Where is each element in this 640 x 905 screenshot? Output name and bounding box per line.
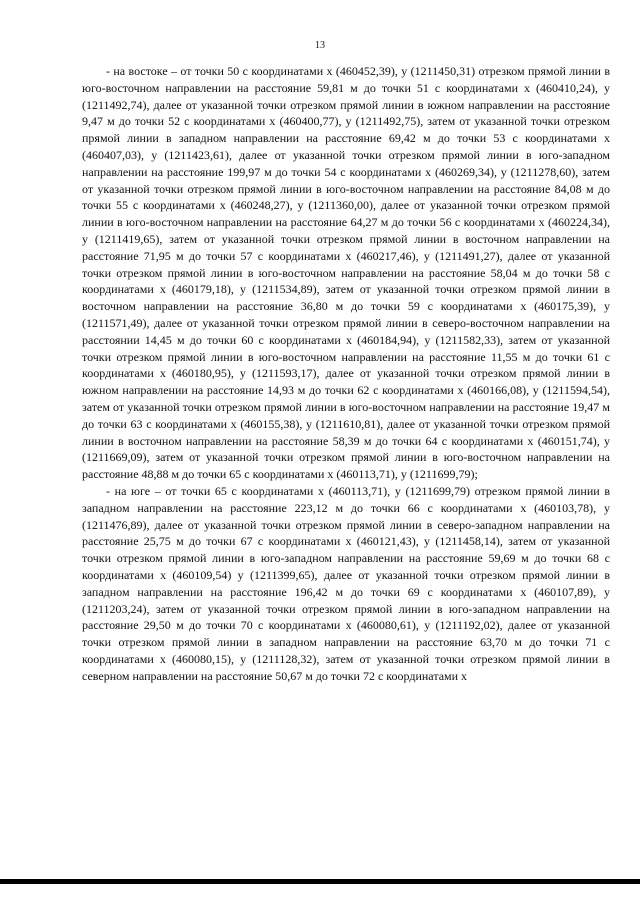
footer-rule <box>0 879 640 884</box>
paragraph-east-boundary: - на востоке – от точки 50 с координатами х (460452,39), у (1211450,31) отрезком прямой линии в юго-восточном направлении на расстояние 59,81 м до точки 51 с координатами х (460410,24), у (1211492,74), далее от указанной точки отрезком прямой линии в южном направлении на расстояние 9,47 м до точки 52 с координатами х (460400,77), у (1211492,75), затем от указанной точки отрезком прямой линии в западном направлении на расстояние 69,42 м до точки 53 с координатами х (460407,03), у (1211423,61), далее от указанной точки отрезком прямой линии в юго-западном направлении на расстояние 199,97 м до точки 54 с координатами х (460269,34), у (1211278,60), затем от указанной точки отрезком прямой линии в юго-восточном направлении на расстояние 84,08 м до точки 55 с координатами х (460248,27), у (1211360,00), далее от указанной точки отрезком прямой линии в юго-восточном направлении на расстояние 64,27 м до точки 56 с координатами х (460224,34), у (1211419,65), затем от указанной точки отрезком прямой линии в восточном направлении на расстояние 71,95 м до точки 57 с координатами х (460217,46), у (1211491,27), далее от указанной точки отрезком прямой линии в юго-восточном направлении на расстояние 58,04 м до точки 58 с координатами х (460179,18), у (1211534,89), затем от указанной точки отрезком прямой линии в восточном направлении на расстояние 36,80 м до точки 59 с координатами х (460175,39), у (1211571,49), далее от указанной точки отрезком прямой линии в северо-восточном направлении на расстоянии 14,45 м до точки 60 с координатами х (460184,94), у (1211582,33), затем от указанной точки отрезком прямой линии в юго-восточном направлении на расстояние 11,55 м до точки 61 с координатами х (460180,95), у (1211593,17), далее от указанной точки отрезком прямой линии в южном направлении на расстояние 14,93 м до точки 62 с координатами х (460166,08), у (1211594,54), затем от указанной точки отрезком прямой линии в юго-восточном направлении на расстояние 19,47 м до точки 63 с координатами х (460155,38), у (1211610,81), далее от указанной точки отрезком прямой линии в восточном направлении на расстояние 58,39 м до точки 64 с координатами х (460151,74), у (1211669,09), затем от указанной точки отрезком прямой линии в юго-восточном направлении на расстояние 48,88 м до точки 65 с координатами х (460113,71), у (1211699,79); <box>82 64 610 482</box>
paragraph-south-boundary: - на юге – от точки 65 с координатами х (460113,71), у (1211699,79) отрезком прямой линии в западном направлении на расстояние 223,12 м до точки 66 с координатами х (460103,78), у (1211476,89), далее от указанной точки отрезком прямой линии в северо-западном направлении на расстояние 25,75 м до точки 67 с координатами х (460121,43), у (1211458,14), затем от указанной точки отрезком прямой линии в юго-западном направлении на расстояние 59,69 м до точки 68 с координатами х (460109,54) у (1211399,65), далее от указанной точки отрезком прямой линии в западном направлении на расстояние 196,42 м до точки 69 с координатами х (460107,89), у (1211203,24), затем от указанной точки отрезком прямой линии в юго-западном направлении на расстояние 29,50 м до точки 70 с координатами х (460080,61), у (1211192,02), далее от указанной точки отрезком прямой линии в западном направлении на расстояние 63,70 м до точки 71 с координатами х (460080,15), у (1211128,32), затем от указанной точки отрезком прямой линии в северном направлении на расстояние 50,67 м до точки 72 с координатами х <box>82 483 610 683</box>
page-number: 13 <box>315 40 325 51</box>
document-body <box>82 63 610 684</box>
